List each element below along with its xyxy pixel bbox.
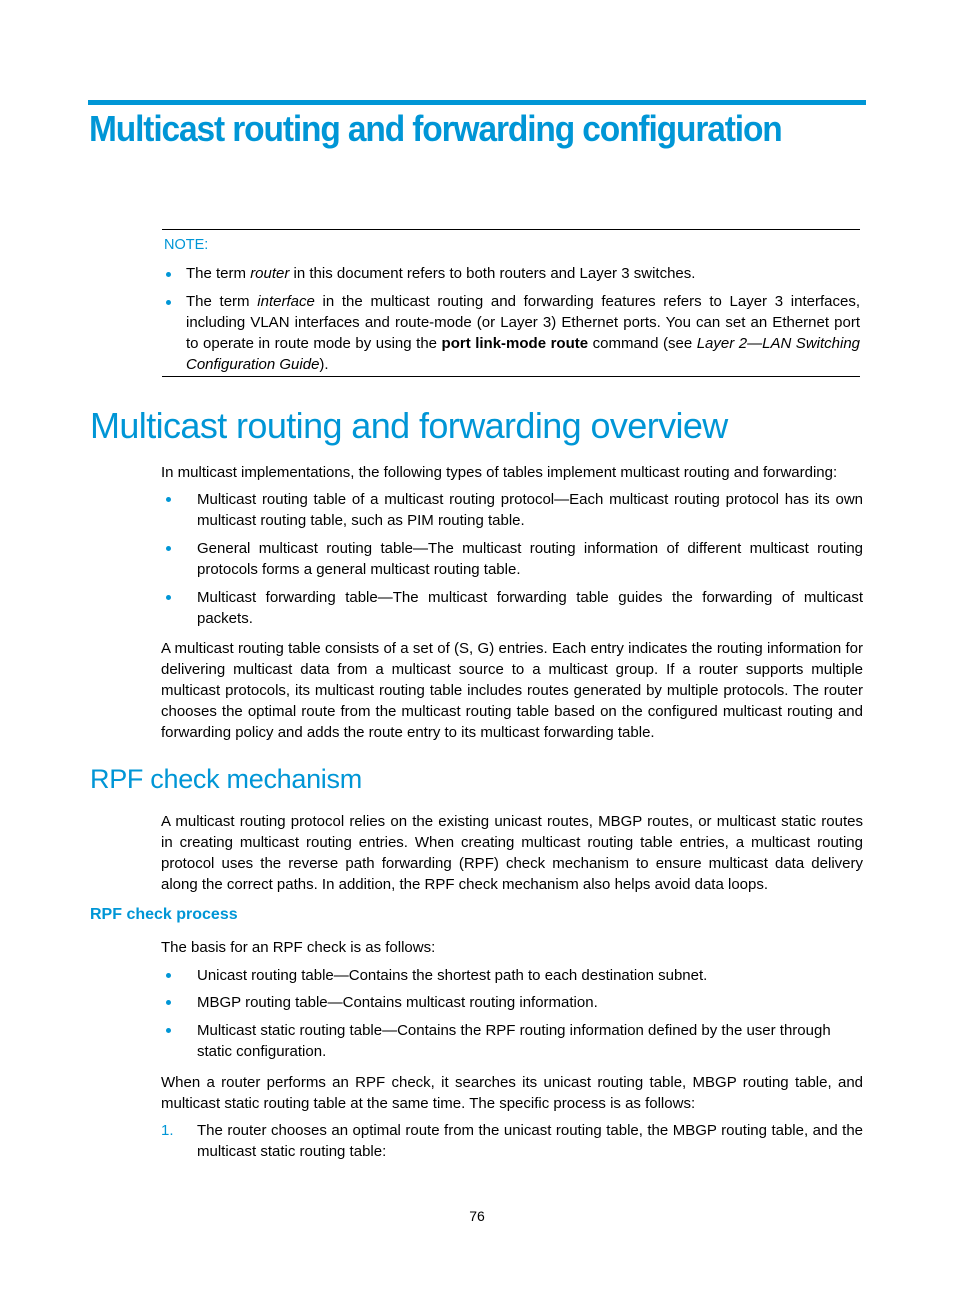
overview-intro: In multicast implementations, the following types of tables implement multicast routing and forwarding: bbox=[161, 464, 838, 481]
overview-bullet: Multicast routing table of a multicast routing protocol—Each multicast routing protocol has its own multicast routing table, such as PIM routing table. bbox=[197, 491, 863, 529]
rpf-basis-bullet: MBGP routing table—Contains multicast routing information. bbox=[197, 994, 598, 1011]
note-text: The term bbox=[186, 293, 258, 310]
bullet-icon bbox=[166, 973, 171, 978]
bullet-icon bbox=[166, 300, 171, 305]
rpf-basis-bullet: Multicast static routing table—Contains the RPF routing information defined by the user through static configuration. bbox=[197, 1022, 831, 1060]
note-text: command (see bbox=[588, 335, 697, 352]
overview-bullet: General multicast routing table—The multicast routing information of different multicast routing protocols forms a general multicast routing table. bbox=[197, 540, 863, 578]
note-text: The term bbox=[186, 265, 251, 282]
command-text: port link-mode route bbox=[441, 335, 589, 352]
rpf-paragraph: A multicast routing protocol relies on the existing unicast routes, MBGP routes, or multicast static routes in creating multicast routing entries. When creating multicast routing table entries, a multicast routing protocol uses the reverse path forwarding (RPF) check mechanism to ensure multicast data delivery along the correct paths. In addition, the RPF check mechanism also helps avoid data loops. bbox=[161, 813, 863, 893]
overview-bullet: Multicast forwarding table—The multicast forwarding table guides the forwarding of multicast packets. bbox=[197, 589, 863, 627]
subsection-heading: RPF check mechanism bbox=[90, 764, 362, 794]
bullet-icon bbox=[166, 546, 171, 551]
note-text: in this document refers to both routers and Layer 3 switches. bbox=[289, 265, 696, 282]
note-label: NOTE: bbox=[164, 237, 209, 253]
guide-reference: Layer 2—LAN Switching Configuration Guide bbox=[186, 335, 861, 373]
subsubsection-heading: RPF check process bbox=[90, 906, 238, 923]
bullet-icon bbox=[166, 497, 171, 502]
bullet-icon bbox=[166, 1000, 171, 1005]
chapter-title: Multicast routing and forwarding configuration bbox=[89, 108, 782, 149]
step-text: The router chooses an optimal route from the unicast routing table, the MBGP routing table, and the multicast static routing table: bbox=[197, 1122, 863, 1160]
chapter-title-rule bbox=[88, 100, 866, 105]
note-text: ). bbox=[319, 356, 329, 373]
rpf-basis-bullet: Unicast routing table—Contains the shortest path to each destination subnet. bbox=[197, 967, 708, 984]
bullet-icon bbox=[166, 595, 171, 600]
overview-paragraph: A multicast routing table consists of a set of (S, G) entries. Each entry indicates the routing information for delivering multicast data from a multicast source to a multicast group. If a router supports multiple multicast protocols, its multicast routing table includes routes generated by multiple protocols. The router chooses the optimal route from the multicast routing table based on the configured multicast routing and forwarding policy and adds the route entry to its multicast forwarding table. bbox=[161, 640, 863, 741]
note-item bbox=[186, 291, 860, 375]
note-term: interface bbox=[257, 293, 315, 310]
page-number: 76 bbox=[469, 1208, 485, 1224]
note-term: router bbox=[250, 265, 290, 282]
section-heading: Multicast routing and forwarding overview bbox=[90, 405, 728, 446]
rpf-process-intro: The basis for an RPF check is as follows: bbox=[161, 939, 436, 956]
rpf-process-paragraph: When a router performs an RPF check, it searches its unicast routing table, MBGP routing table, and multicast static routing table at the same time. The specific process is as follows: bbox=[161, 1074, 863, 1112]
step-number: 1. bbox=[161, 1122, 174, 1139]
bullet-icon bbox=[166, 1028, 171, 1033]
note-item bbox=[186, 263, 862, 284]
bullet-icon bbox=[166, 272, 171, 277]
note-text: in the multicast routing and forwarding features refers to Layer 3 interfaces, including VLAN interfaces and route-mode (or Layer 3) Ethernet ports. You can set an Ethernet port to operate in route mode by using the bbox=[186, 293, 860, 352]
